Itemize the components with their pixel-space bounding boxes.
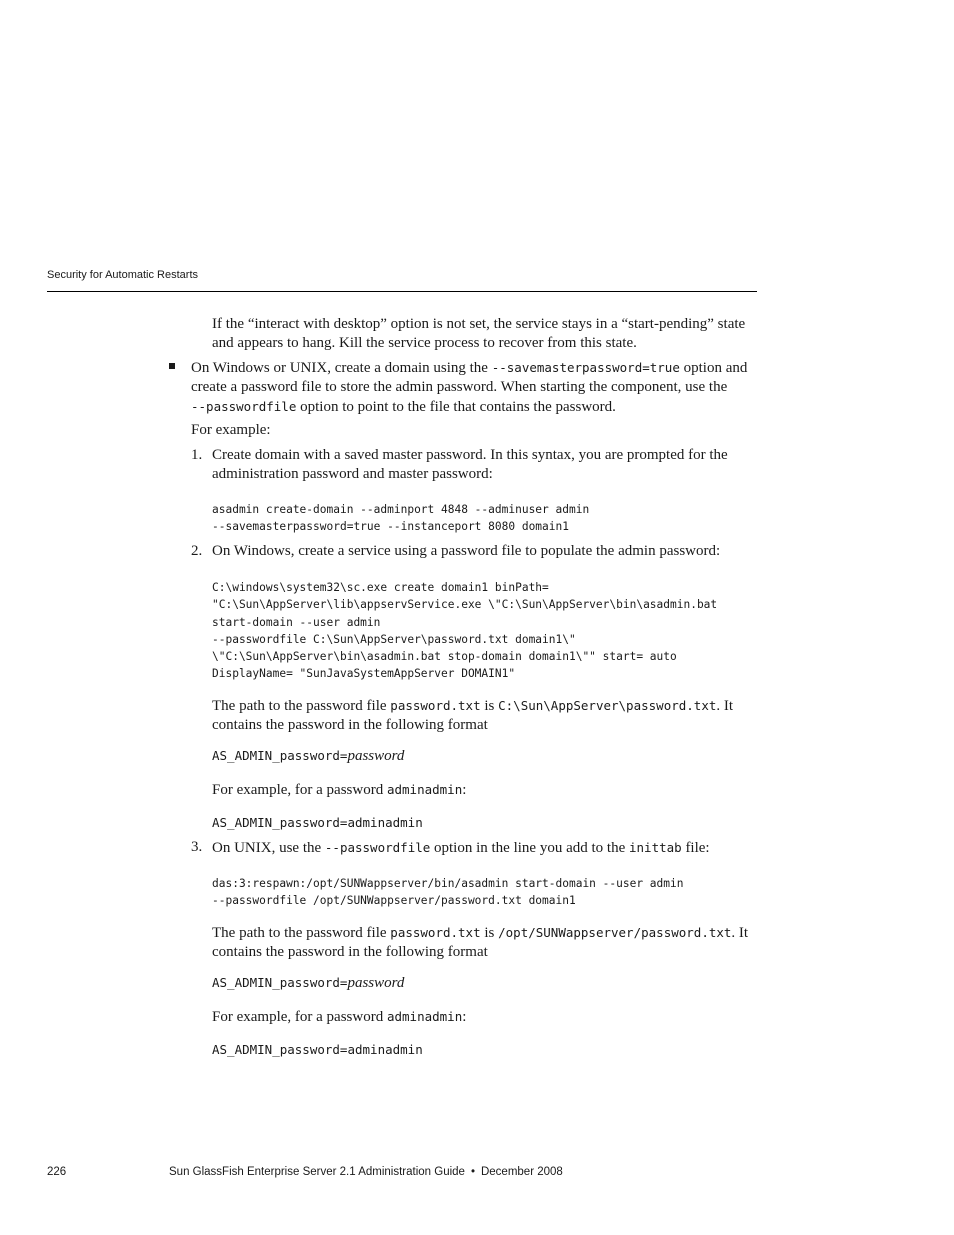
- step-3-path-paragraph: [212, 923, 748, 962]
- step-2-code-block: C:\windows\system32\sc.exe create domain1 binPath= "C:\Sun\AppServer\lib\appservService.exe \"C:\Sun\AppServer\bin\asadmin.bat start-domain --user admin --passwordfile C:\Sun\AppServer\password.txt domain1\" \"C:\Sun\AppServer\bin\asadmin.bat stop-domain domain1\"" start= auto DisplayName= "SunJavaSystemAppServer DOMAIN1": [212, 581, 718, 681]
- intro-line-1: If the “interact with desktop” option is not set, the service stays in a “start-pending” state: [212, 316, 746, 332]
- text-span: . It: [716, 698, 734, 714]
- text-span: The path to the password file: [212, 925, 391, 941]
- text-span: is: [480, 925, 499, 941]
- bullet-paragraph: [191, 358, 747, 417]
- placeholder-variable: password: [347, 748, 405, 764]
- text-span: For example, for a password: [212, 1009, 387, 1025]
- bullet-line-3: [191, 397, 747, 417]
- inline-code: adminadmin: [386, 1009, 463, 1024]
- text-span: For example, for a password: [212, 782, 387, 798]
- header-rule: [47, 291, 757, 292]
- text-span: option in the line you add to the: [430, 840, 629, 856]
- text-span: :: [462, 1009, 467, 1025]
- step-2-path-line-1: [212, 696, 733, 716]
- inline-code: password.txt: [390, 925, 481, 940]
- running-footer: [169, 1165, 563, 1179]
- intro-line-2: and appears to hang. Kill the service process to recover from this state.: [212, 335, 637, 351]
- step-2-path-line-2: contains the password in the following format: [212, 717, 488, 733]
- step-3-format-line: [212, 974, 404, 992]
- text-span: file:: [681, 840, 710, 856]
- step-3-text: [212, 838, 710, 858]
- inline-code: C:\Sun\AppServer\password.txt: [498, 698, 717, 713]
- text-span: option to point to the file that contains the password.: [296, 399, 616, 415]
- code-span: AS_ADMIN_password=: [212, 975, 348, 990]
- text-span: On UNIX, use the: [212, 840, 325, 856]
- step-2-format-line: [212, 747, 404, 765]
- step-2-example-text: [212, 780, 466, 800]
- inline-code: password.txt: [390, 698, 481, 713]
- step-3-path-line-2: contains the password in the following format: [212, 944, 488, 960]
- step-1-code-block: asadmin create-domain --adminport 4848 --adminuser admin --savemasterpassword=true --instanceport 8080 domain1: [212, 503, 590, 534]
- running-header: Security for Automatic Restarts: [47, 269, 198, 281]
- intro-paragraph: [212, 315, 745, 353]
- step-2-example-code: AS_ADMIN_password=adminadmin: [212, 815, 423, 830]
- publication-date: December 2008: [480, 1166, 563, 1178]
- text-span: The path to the password file: [212, 698, 391, 714]
- inline-code: inittab: [629, 840, 682, 855]
- text-span: :: [462, 782, 467, 798]
- step-1-line-2: administration password and master password:: [212, 466, 493, 482]
- step-2-number: 2.: [191, 543, 203, 559]
- step-3-path-line-1: [212, 923, 748, 943]
- step-2-path-paragraph: [212, 696, 733, 735]
- text-span: is: [480, 698, 499, 714]
- inline-code: /opt/SUNWappserver/password.txt: [498, 925, 732, 940]
- inline-code: --passwordfile: [324, 840, 431, 855]
- code-span: AS_ADMIN_password=: [212, 748, 348, 763]
- text-span: option and: [679, 360, 748, 376]
- for-example-label: For example:: [191, 422, 271, 438]
- inline-code: --savemasterpassword=true: [491, 360, 680, 375]
- book-title: Sun GlassFish Enterprise Server 2.1 Administration Guide: [169, 1166, 465, 1178]
- placeholder-variable: password: [347, 975, 405, 991]
- text-span: . It: [731, 925, 749, 941]
- step-1-line-1: Create domain with a saved master password. In this syntax, you are prompted for the: [212, 447, 728, 463]
- step-3-example-code: AS_ADMIN_password=adminadmin: [212, 1042, 423, 1057]
- page-number: 226: [47, 1166, 67, 1178]
- bullet-line-1: [191, 358, 747, 378]
- step-2-text: On Windows, create a service using a password file to populate the admin password:: [212, 543, 721, 559]
- inline-code: adminadmin: [386, 782, 463, 797]
- step-1-text: [212, 446, 728, 484]
- step-1-number: 1.: [191, 447, 203, 463]
- footer-separator: •: [470, 1166, 475, 1178]
- step-3-code-block: das:3:respawn:/opt/SUNWappserver/bin/asadmin start-domain --user admin --passwordfile /opt/SUNWappserver/password.txt domain1: [212, 877, 684, 908]
- bullet-line-2: create a password file to store the admin password. When starting the component, use the: [191, 379, 728, 395]
- inline-code: --passwordfile: [191, 399, 297, 414]
- bullet-marker-icon: [169, 363, 175, 369]
- step-3-example-text: [212, 1007, 466, 1027]
- step-3-number: 3.: [191, 839, 203, 855]
- text-span: On Windows or UNIX, create a domain using the: [191, 360, 492, 376]
